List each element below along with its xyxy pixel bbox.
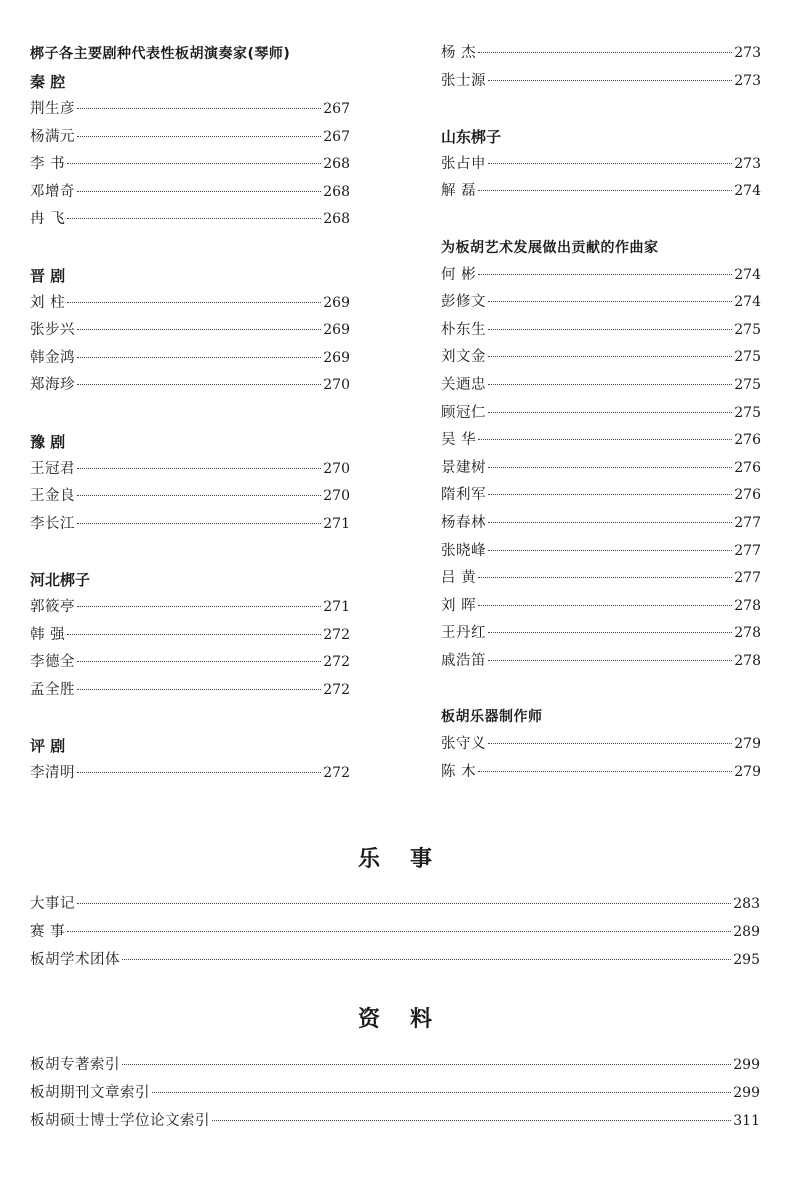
entry-page: 276 xyxy=(734,487,761,504)
toc-entry[interactable] xyxy=(30,206,350,234)
entry-name: 朴东生 xyxy=(441,321,486,338)
dot-leader xyxy=(77,135,321,137)
entry-page: 268 xyxy=(323,183,350,200)
entry-page: 275 xyxy=(734,349,761,366)
entry-name: 李长江 xyxy=(30,515,75,532)
toc-entry[interactable] xyxy=(441,40,761,68)
group-heading-composers: 为板胡艺术发展做出贡献的作曲家 xyxy=(441,239,659,256)
entry-name: 板胡学术团体 xyxy=(30,952,120,968)
dot-leader xyxy=(67,217,321,219)
toc-entry[interactable] xyxy=(30,96,350,124)
group-heading-hebei-bangzi: 河北梆子 xyxy=(30,570,91,589)
toc-entry[interactable] xyxy=(30,649,350,677)
toc-entry[interactable] xyxy=(441,289,761,317)
dot-leader xyxy=(488,631,732,633)
entry-page: 276 xyxy=(734,459,761,476)
entry-page: 311 xyxy=(733,1113,760,1129)
toc-entry[interactable] xyxy=(441,759,761,787)
toc-entry[interactable] xyxy=(30,594,350,622)
entry-name: 刘文金 xyxy=(441,349,486,366)
dot-leader xyxy=(77,771,321,773)
entry-name: 刘 柱 xyxy=(30,294,66,311)
toc-entry[interactable] xyxy=(441,427,761,455)
dot-leader xyxy=(488,162,732,164)
toc-entry[interactable] xyxy=(441,344,761,372)
entry-page: 270 xyxy=(323,377,350,394)
spacer xyxy=(30,234,350,262)
dot-leader xyxy=(478,189,732,191)
entry-name: 戚浩笛 xyxy=(441,652,486,669)
entry-name: 隋利军 xyxy=(441,487,486,504)
entry-page: 279 xyxy=(734,763,761,780)
dot-leader xyxy=(77,328,321,330)
toc-entry[interactable] xyxy=(441,648,761,676)
entry-page: 270 xyxy=(323,460,350,477)
entry-page: 273 xyxy=(734,72,761,89)
toc-entry[interactable] xyxy=(441,510,761,538)
entry-name: 张占申 xyxy=(441,155,486,172)
entry-page: 277 xyxy=(734,514,761,531)
entry-name: 孟全胜 xyxy=(30,681,75,698)
dot-leader xyxy=(488,300,732,302)
entry-name: 大事记 xyxy=(30,896,75,912)
entry-page: 299 xyxy=(733,1057,760,1073)
dot-leader xyxy=(77,383,321,385)
toc-entry[interactable] xyxy=(441,455,761,483)
entry-page: 268 xyxy=(323,211,350,228)
dot-leader xyxy=(488,328,732,330)
entry-name: 陈 木 xyxy=(441,763,477,780)
dot-leader xyxy=(478,576,732,578)
entry-page: 274 xyxy=(734,294,761,311)
entry-page: 299 xyxy=(733,1085,760,1101)
entry-page: 270 xyxy=(323,488,350,505)
entry-name: 杨满元 xyxy=(30,128,75,145)
entry-name: 解 磊 xyxy=(441,183,477,200)
toc-entry[interactable] xyxy=(441,731,761,759)
toc-entry[interactable] xyxy=(441,538,761,566)
entry-name: 张步兴 xyxy=(30,322,75,339)
entry-name: 吕 黄 xyxy=(441,570,477,587)
entry-page: 269 xyxy=(323,294,350,311)
toc-entry[interactable] xyxy=(30,290,350,318)
dot-leader xyxy=(488,466,732,468)
entry-page: 268 xyxy=(323,156,350,173)
toc-entry[interactable] xyxy=(30,317,350,345)
dot-leader xyxy=(77,605,321,607)
toc-entry[interactable] xyxy=(30,622,350,650)
entry-page: 267 xyxy=(323,101,350,117)
toc-entry[interactable] xyxy=(441,565,761,593)
entry-page: 275 xyxy=(734,376,761,393)
entry-name: 韩金鸿 xyxy=(30,349,75,366)
entry-name: 李清明 xyxy=(30,764,75,781)
entry-name: 冉 飞 xyxy=(30,211,66,228)
entry-page: 269 xyxy=(323,349,350,366)
entry-name: 荆生彦 xyxy=(30,101,75,117)
dot-leader xyxy=(488,493,732,495)
spacer xyxy=(441,206,761,234)
toc-entry[interactable] xyxy=(30,760,350,788)
group-heading-instrument-makers: 板胡乐器制作师 xyxy=(441,709,543,726)
toc-entry[interactable] xyxy=(30,1079,760,1107)
entry-page: 276 xyxy=(734,432,761,449)
entry-page: 295 xyxy=(733,952,760,968)
entry-name: 板胡硕士博士学位论文索引 xyxy=(30,1113,210,1129)
left-column xyxy=(30,40,350,787)
entry-page: 269 xyxy=(323,322,350,339)
entry-page: 278 xyxy=(734,652,761,669)
group-heading-pingju: 评 剧 xyxy=(30,736,66,755)
entry-page: 279 xyxy=(734,736,761,753)
dot-leader xyxy=(122,1063,731,1065)
toc-entry[interactable] xyxy=(441,482,761,510)
entry-page: 277 xyxy=(734,542,761,559)
entry-name: 王金良 xyxy=(30,488,75,505)
entry-name: 顾冠仁 xyxy=(441,404,486,421)
toc-entry[interactable] xyxy=(30,677,350,705)
entry-name: 赛 事 xyxy=(30,924,66,940)
entry-page: 283 xyxy=(733,896,760,912)
entry-page: 271 xyxy=(323,598,350,615)
right-column xyxy=(441,40,761,786)
entry-page: 277 xyxy=(734,570,761,587)
left-column-title: 梆子各主要剧种代表性板胡演奏家(琴师) xyxy=(30,46,291,62)
dot-leader xyxy=(77,494,321,496)
entry-page: 275 xyxy=(734,404,761,421)
dot-leader xyxy=(478,770,732,772)
entry-page: 271 xyxy=(323,515,350,532)
group-heading-qinqiang: 秦 腔 xyxy=(30,73,66,91)
spacer xyxy=(441,675,761,703)
section-title-yueshi: 乐事 xyxy=(357,847,462,872)
toc-entry[interactable] xyxy=(30,456,350,484)
dot-leader xyxy=(488,549,732,551)
toc-entry[interactable] xyxy=(441,620,761,648)
entry-page: 272 xyxy=(323,681,350,698)
dot-leader xyxy=(488,411,732,413)
dot-leader xyxy=(478,438,732,440)
toc-entry[interactable] xyxy=(441,372,761,400)
dot-leader xyxy=(77,107,321,109)
dot-leader xyxy=(488,79,732,81)
dot-leader xyxy=(488,355,732,357)
spacer xyxy=(441,95,761,123)
entry-name: 李 书 xyxy=(30,156,66,173)
entry-name: 杨 杰 xyxy=(441,45,477,61)
group-heading-jinju: 晋 剧 xyxy=(30,266,66,285)
entry-page: 274 xyxy=(734,266,761,283)
toc-entry[interactable] xyxy=(30,372,350,400)
dot-leader xyxy=(478,273,732,275)
dot-leader xyxy=(67,633,321,635)
entry-name: 郭筱亭 xyxy=(30,598,75,615)
toc-entry[interactable] xyxy=(30,890,760,918)
dot-leader xyxy=(67,930,731,932)
spacer xyxy=(30,400,350,428)
entry-page: 275 xyxy=(734,321,761,338)
toc-entry[interactable] xyxy=(441,151,761,179)
entry-page: 274 xyxy=(734,183,761,200)
dot-leader xyxy=(122,958,731,960)
toc-entry[interactable] xyxy=(30,1107,760,1135)
entry-name: 王冠君 xyxy=(30,460,75,477)
dot-leader xyxy=(77,356,321,358)
dot-leader xyxy=(152,1091,731,1093)
spacer xyxy=(30,704,350,732)
toc-entry[interactable] xyxy=(441,68,761,96)
dot-leader xyxy=(77,522,321,524)
entry-name: 板胡专著索引 xyxy=(30,1057,120,1073)
toc-entry[interactable] xyxy=(30,918,760,946)
entry-page: 267 xyxy=(323,128,350,145)
entry-name: 景建树 xyxy=(441,459,486,476)
dot-leader xyxy=(67,301,321,303)
entry-name: 刘 晖 xyxy=(441,597,477,614)
entry-name: 彭修文 xyxy=(441,294,486,311)
entry-name: 韩 强 xyxy=(30,626,66,643)
entry-name: 关迺忠 xyxy=(441,376,486,393)
dot-leader xyxy=(67,162,321,164)
section-list-yueshi xyxy=(30,890,760,974)
dot-leader xyxy=(488,659,732,661)
spacer xyxy=(30,538,350,566)
toc-entry[interactable] xyxy=(441,178,761,206)
toc-entry[interactable] xyxy=(30,483,350,511)
dot-leader xyxy=(77,190,321,192)
entry-name: 板胡期刊文章索引 xyxy=(30,1085,150,1101)
toc-entry[interactable] xyxy=(30,511,350,539)
entry-page: 278 xyxy=(734,625,761,642)
entry-name: 张晓峰 xyxy=(441,542,486,559)
entry-name: 郑海珍 xyxy=(30,377,75,394)
entry-name: 邓增奇 xyxy=(30,183,75,200)
toc-entry[interactable] xyxy=(30,124,350,152)
toc-entry[interactable] xyxy=(441,262,761,290)
entry-name: 张守义 xyxy=(441,736,486,753)
dot-leader xyxy=(77,688,321,690)
entry-page: 273 xyxy=(734,155,761,172)
toc-entry[interactable] xyxy=(441,593,761,621)
entry-name: 吴 华 xyxy=(441,432,477,449)
entry-page: 272 xyxy=(323,626,350,643)
dot-leader xyxy=(478,51,732,53)
toc-entry[interactable] xyxy=(441,317,761,345)
dot-leader xyxy=(488,521,732,523)
toc-entry[interactable] xyxy=(30,345,350,373)
dot-leader xyxy=(212,1119,731,1121)
entry-page: 278 xyxy=(734,597,761,614)
toc-entry[interactable] xyxy=(30,1051,760,1079)
entry-name: 何 彬 xyxy=(441,266,477,283)
toc-entry[interactable] xyxy=(30,946,760,974)
section-list-ziliao xyxy=(30,1051,760,1135)
entry-name: 王丹红 xyxy=(441,625,486,642)
entry-page: 273 xyxy=(734,45,761,61)
entry-page: 289 xyxy=(733,924,760,940)
dot-leader xyxy=(488,742,732,744)
dot-leader xyxy=(488,383,732,385)
toc-entry[interactable] xyxy=(30,151,350,179)
dot-leader xyxy=(478,604,732,606)
toc-entry[interactable] xyxy=(30,179,350,207)
entry-name: 李德全 xyxy=(30,654,75,671)
toc-entry[interactable] xyxy=(441,400,761,428)
dot-leader xyxy=(77,902,731,904)
entry-page: 272 xyxy=(323,764,350,781)
dot-leader xyxy=(77,660,321,662)
entry-name: 张士源 xyxy=(441,72,486,89)
dot-leader xyxy=(77,467,321,469)
entry-page: 272 xyxy=(323,654,350,671)
section-title-ziliao: 资料 xyxy=(357,1007,462,1032)
group-heading-shandong-bangzi: 山东梆子 xyxy=(441,127,502,146)
group-heading-yuju: 豫 剧 xyxy=(30,432,66,451)
entry-name: 杨春林 xyxy=(441,514,486,531)
